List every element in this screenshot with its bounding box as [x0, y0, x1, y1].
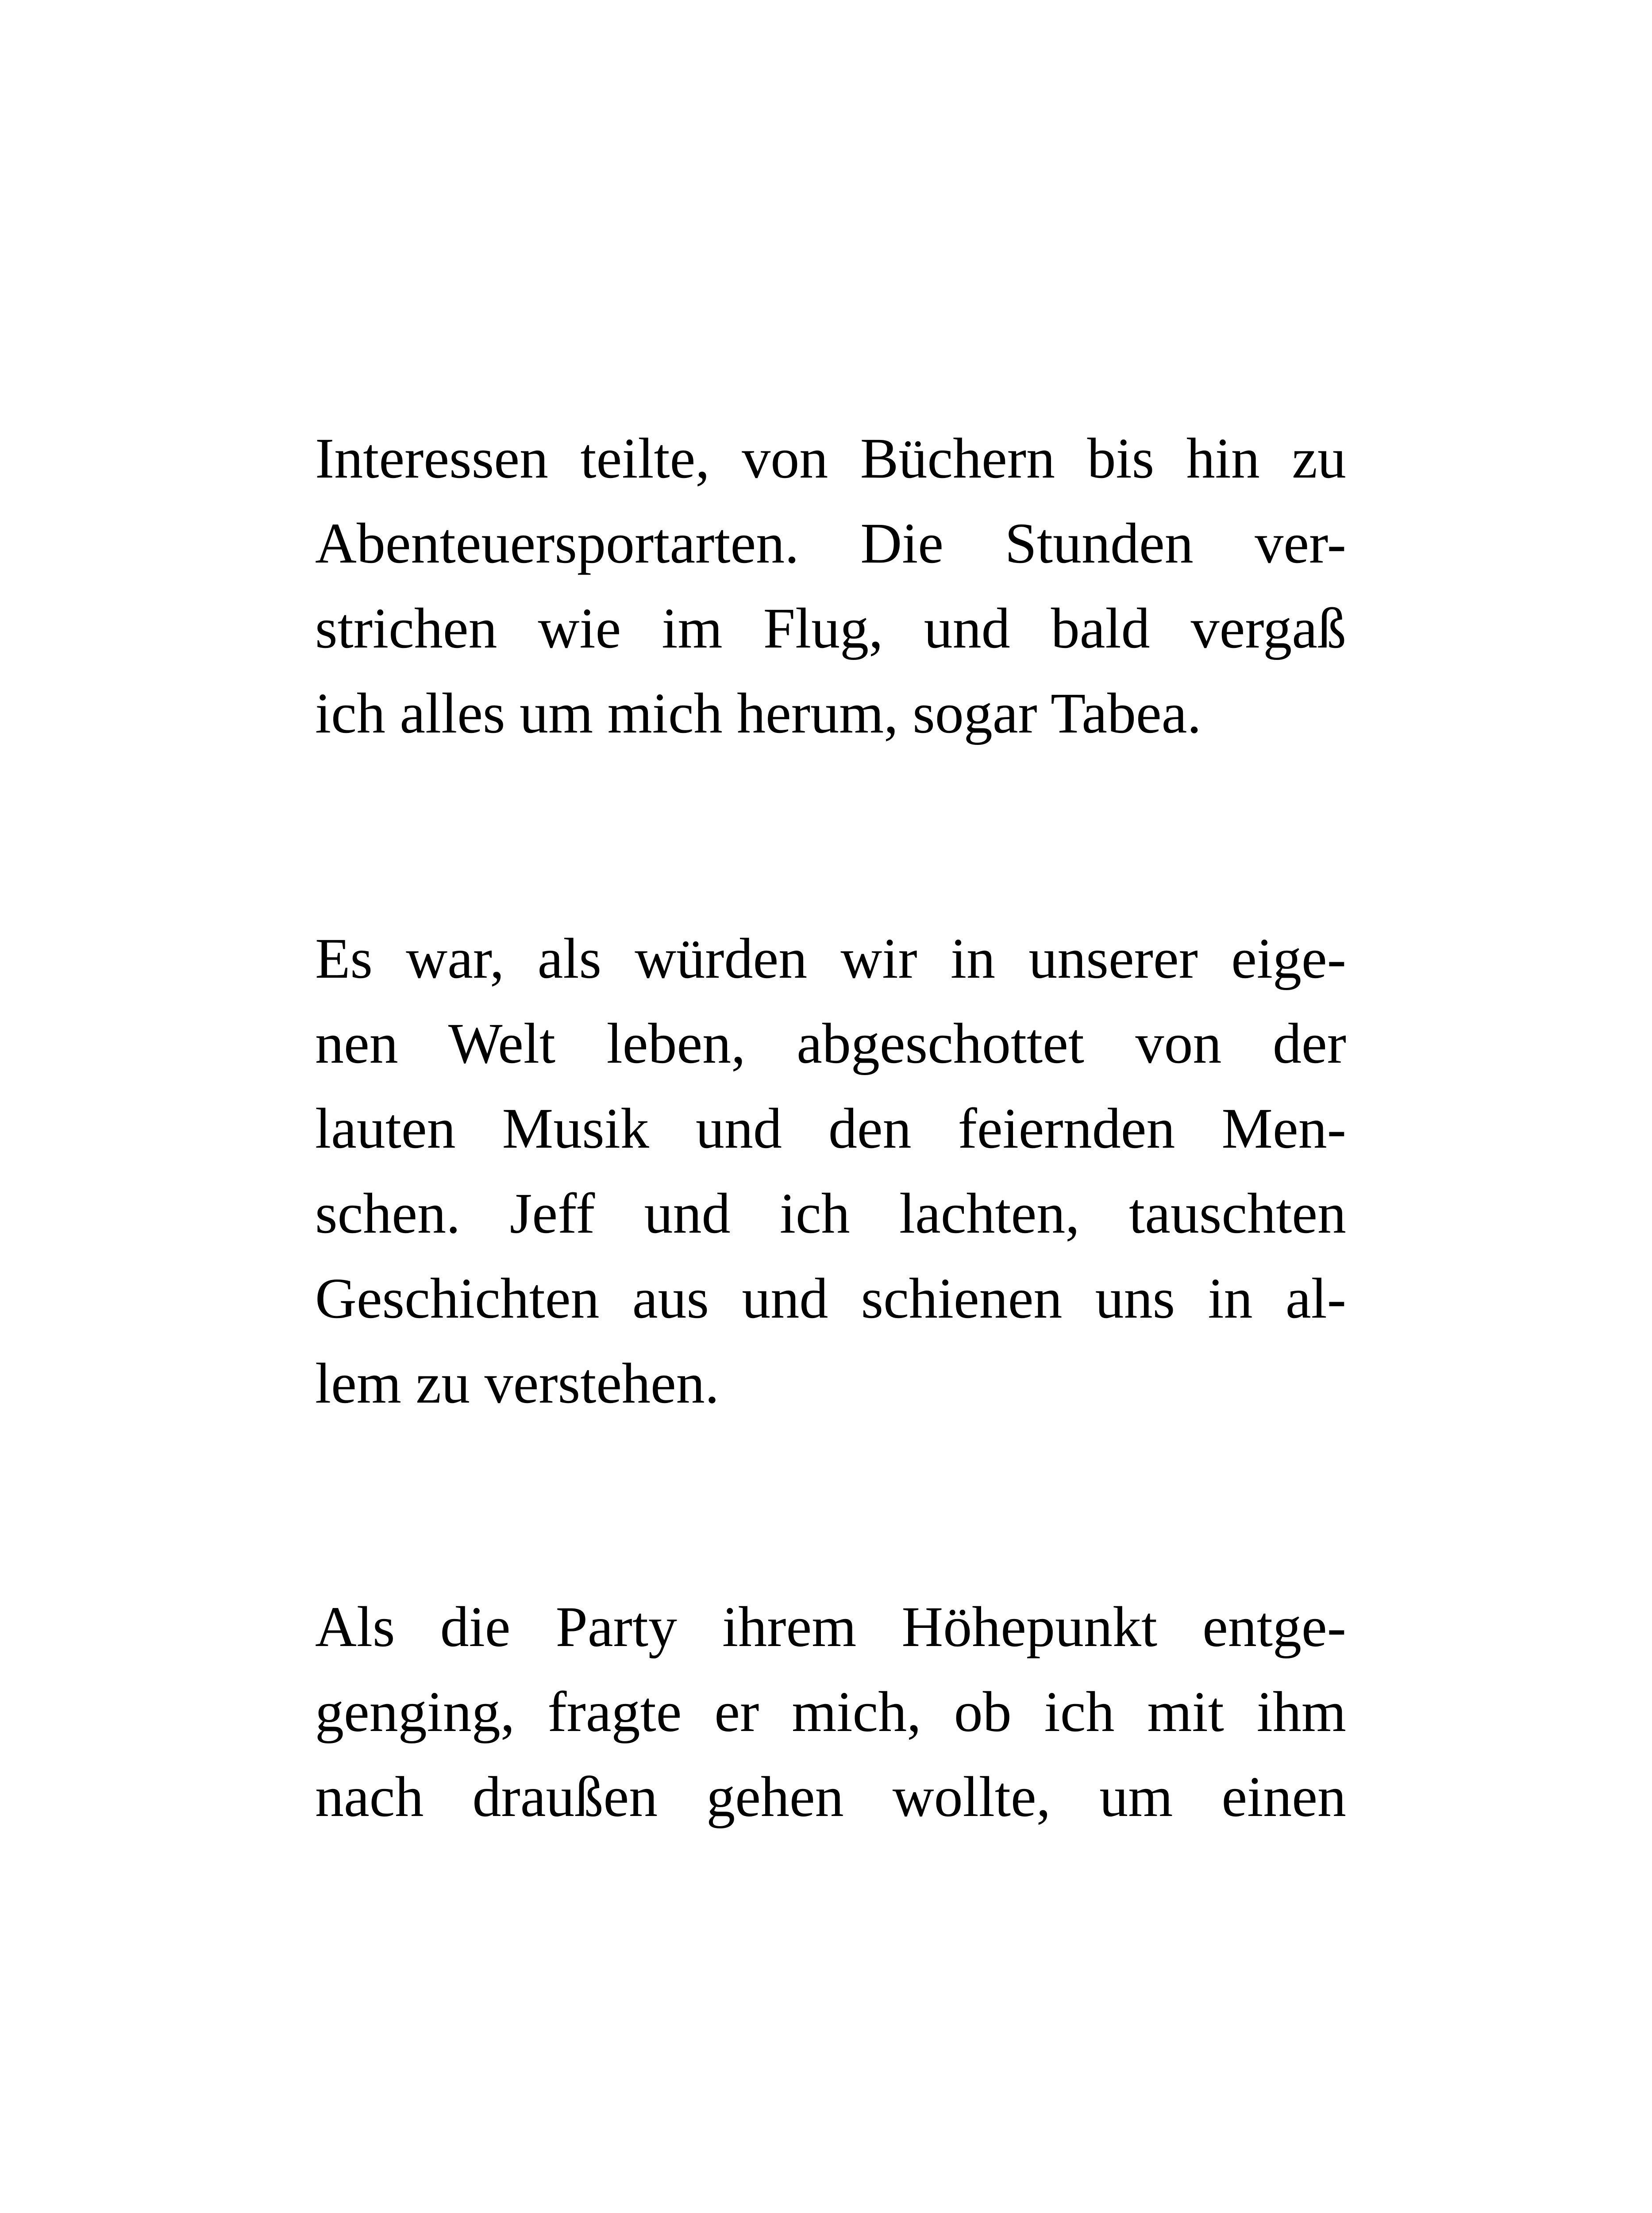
- text-line: Es war, als würden wir in unserer eige-: [315, 927, 1346, 991]
- text-line: lem zu verstehen.: [315, 1352, 720, 1415]
- paragraph-1: [315, 416, 1346, 756]
- text-line: strichen wie im Flug, und bald vergaß: [315, 597, 1346, 660]
- paragraph-2: [315, 916, 1346, 1426]
- text-line: genging, fragte er mich, ob ich mit ihm: [315, 1680, 1346, 1744]
- text-line: Geschichten aus und schienen uns in al-: [315, 1267, 1346, 1330]
- text-line: Interessen teilte, von Büchern bis hin zu: [315, 427, 1346, 490]
- text-line: schen. Jeff und ich lachten, tauschten: [315, 1182, 1346, 1245]
- text-line: nen Welt leben, abgeschottet von der: [315, 1012, 1346, 1076]
- paragraph-3: [315, 1585, 1346, 1839]
- text-line: Als die Party ihrem Höhepunkt entge-: [315, 1595, 1346, 1659]
- text-line: Abenteuersportarten. Die Stunden ver-: [315, 512, 1346, 575]
- text-line: lauten Musik und den feiernden Men-: [315, 1097, 1346, 1160]
- text-line: nach draußen gehen wollte, um einen: [315, 1765, 1346, 1829]
- text-line: ich alles um mich herum, sogar Tabea.: [315, 682, 1201, 745]
